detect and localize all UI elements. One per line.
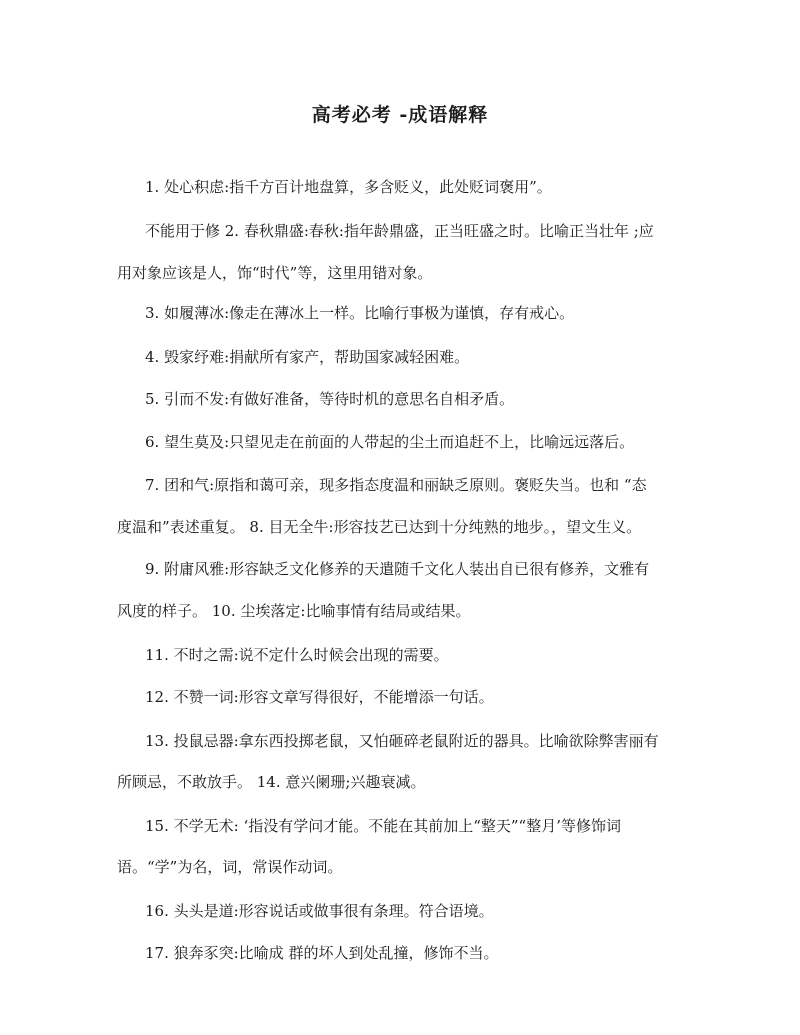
entry-line-2: 不能用于修 2. 春秋鼎盛:春秋:指年龄鼎盛，正当旺盛之时。比喻正当壮年 ;应 — [145, 222, 654, 240]
entry-line-8: 7. 团和气:原指和蔼可亲，现多指态度温和丽缺乏原则。褒贬失当。也和 “态 — [145, 476, 647, 494]
page-title: 高考必考 -成语解释 — [311, 104, 489, 126]
entry-line-1: 1. 处心积虑:指千方百计地盘算，多含贬义，此处贬词褒用”。 — [145, 178, 552, 196]
entry-line-3: 用对象应该是人，饰“时代”等，这里用错对象。 — [117, 264, 433, 282]
entry-line-14: 13. 投鼠忌器:拿东西投掷老鼠，又怕砸碎老鼠附近的器具。比喻欲除弊害丽有 — [145, 732, 659, 750]
entry-line-7: 6. 望生莫及:只望见走在前面的人带起的尘土而追赶不上，比喻远远落后。 — [145, 433, 635, 451]
entry-line-10: 9. 附庸风雅:形容缺乏文化修养的天遣随千文化人装出自已很有修养，文雅有 — [145, 560, 650, 578]
entry-line-19: 17. 狼奔豕突:比喻成 群的坏人到处乱撞，修饰不当。 — [145, 944, 499, 962]
entry-line-6: 5. 引而不发:有做好准备，等待时机的意思名自相矛盾。 — [145, 390, 515, 408]
entry-line-5: 4. 毁家纾难:捐献所有家产，帮助国家减轻困难。 — [145, 348, 470, 366]
entry-line-12: 11. 不时之需:说不定什么时候会出现的需要。 — [145, 646, 449, 664]
entry-line-16: 15. 不学无术: ‘指没有学问才能。不能在其前加上“整天”“整月’等修饰词 — [145, 817, 621, 835]
entry-line-4: 3. 如履薄冰:像走在薄冰上一样。比喻行事极为谨慎，存有戒心。 — [145, 304, 575, 322]
entry-line-17: 语。“学”为名，词，常误作动词。 — [117, 858, 343, 876]
entry-line-18: 16. 头头是道:形容说话或做事很有条理。符合语境。 — [145, 902, 494, 920]
entry-line-13: 12. 不赞一词:形容文章写得很好，不能增添一句话。 — [145, 688, 494, 706]
entry-line-11: 风度的样子。 10. 尘埃落定:比喻事情有结局或结果。 — [117, 602, 471, 620]
entry-line-15: 所顾忌，不敢放手。 14. 意兴阑珊;兴趣衰减。 — [117, 773, 426, 791]
entry-line-9: 度温和”表述重复。 8. 目无全牛:形容技艺已达到十分纯熟的地步。，望文生义。 — [117, 518, 642, 536]
